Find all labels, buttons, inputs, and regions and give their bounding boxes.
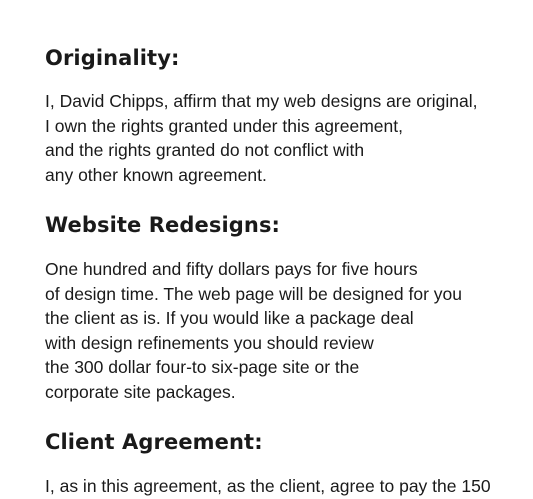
paragraph-line: One hundred and fifty dollars pays for five hours (45, 259, 418, 279)
paragraph-line: with design refinements you should review (45, 332, 374, 353)
section-paragraph-originality (45, 89, 478, 187)
paragraph-line: I own the rights granted under this agreement, (45, 115, 403, 136)
paragraph-line: any other known agreement. (45, 164, 267, 185)
section-paragraph-website-redesigns (45, 257, 462, 405)
paragraph-line: corporate site packages. (45, 381, 236, 402)
paragraph-line: and the rights granted do not conflict with (45, 140, 365, 161)
paragraph-line: the client as is. If you would like a package deal (45, 308, 414, 329)
paragraph-line: I, David Chipps, affirm that my web designs are original, (45, 91, 478, 111)
section-heading-website-redesigns: Website Redesigns: (45, 213, 281, 237)
section-heading-originality: Originality: (45, 46, 180, 70)
paragraph-line: I, as in this agreement, as the client, agree to pay the 150 (45, 476, 491, 496)
paragraph-line: of design time. The web page will be designed for you (45, 283, 463, 304)
section-heading-client-agreement: Client Agreement: (45, 430, 263, 454)
paragraph-line: the 300 dollar four-to six-page site or the (45, 357, 360, 378)
section-paragraph-client-agreement (45, 474, 491, 496)
